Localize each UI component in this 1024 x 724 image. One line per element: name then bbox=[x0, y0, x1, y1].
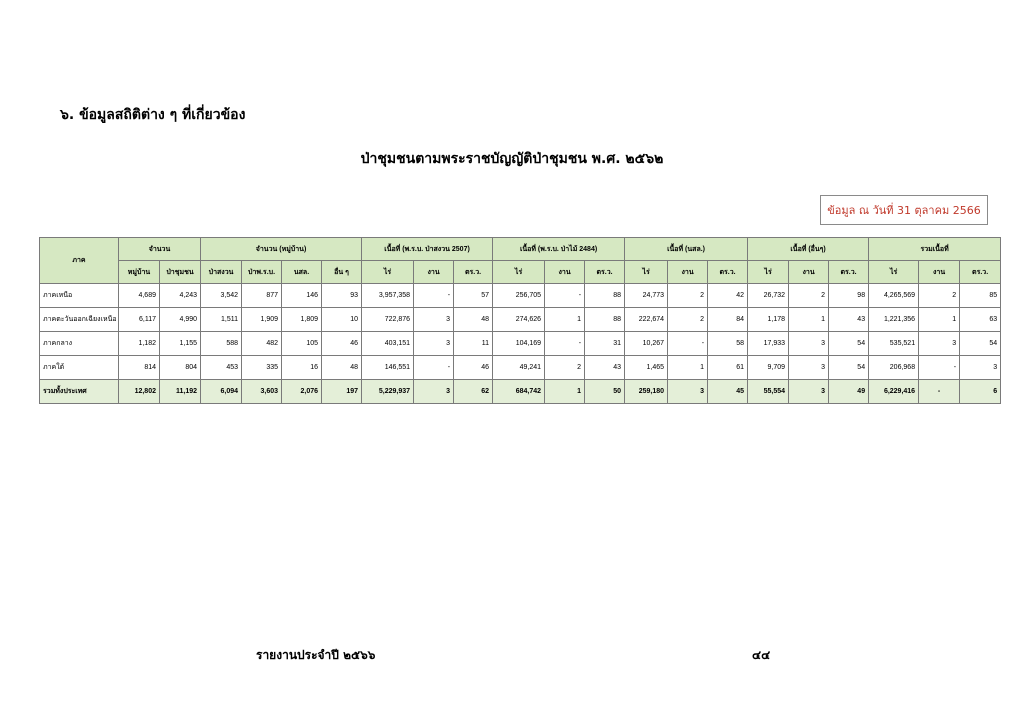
value-cell: 3 bbox=[414, 308, 454, 332]
value-cell: 1,511 bbox=[201, 308, 242, 332]
section-heading: ๖. ข้อมูลสถิติต่าง ๆ ที่เกี่ยวข้อง bbox=[60, 107, 246, 123]
value-cell: - bbox=[545, 284, 585, 308]
header-group: เนื้อที่ (พ.ร.บ. ป่าสงวน 2507) bbox=[362, 238, 493, 261]
total-row bbox=[40, 380, 1001, 404]
value-cell: 10,267 bbox=[625, 332, 668, 356]
value-cell: 588 bbox=[201, 332, 242, 356]
region-cell: ภาคตะวันออกเฉียงเหนือ bbox=[40, 308, 119, 332]
value-cell: 1,809 bbox=[282, 308, 322, 332]
value-cell: 6,117 bbox=[119, 308, 160, 332]
header-sub: ตร.ว. bbox=[585, 261, 625, 284]
value-cell: 6,094 bbox=[201, 380, 242, 404]
value-cell: 5,229,937 bbox=[362, 380, 414, 404]
value-cell: - bbox=[668, 332, 708, 356]
header-sub: ตร.ว. bbox=[454, 261, 493, 284]
value-cell: 722,876 bbox=[362, 308, 414, 332]
value-cell: 3 bbox=[919, 332, 960, 356]
value-cell: 57 bbox=[454, 284, 493, 308]
value-cell: 1 bbox=[919, 308, 960, 332]
value-cell: 49 bbox=[829, 380, 869, 404]
value-cell: 45 bbox=[708, 380, 748, 404]
table-row bbox=[40, 284, 1001, 308]
value-cell: 2 bbox=[545, 356, 585, 380]
value-cell: 3 bbox=[414, 332, 454, 356]
value-cell: 4,990 bbox=[160, 308, 201, 332]
value-cell: 3,542 bbox=[201, 284, 242, 308]
header-group: จำนวน (หมู่บ้าน) bbox=[201, 238, 362, 261]
region-cell: ภาคเหนือ bbox=[40, 284, 119, 308]
value-cell: 43 bbox=[585, 356, 625, 380]
value-cell: 1,182 bbox=[119, 332, 160, 356]
header-group: จำนวน bbox=[119, 238, 201, 261]
header-sub: ไร่ bbox=[748, 261, 789, 284]
header-sub: นสล. bbox=[282, 261, 322, 284]
region-cell: รวมทั้งประเทศ bbox=[40, 380, 119, 404]
value-cell: 335 bbox=[242, 356, 282, 380]
value-cell: 259,180 bbox=[625, 380, 668, 404]
value-cell: 54 bbox=[960, 332, 1001, 356]
value-cell: 2 bbox=[668, 284, 708, 308]
value-cell: - bbox=[919, 380, 960, 404]
value-cell: 105 bbox=[282, 332, 322, 356]
value-cell: 403,151 bbox=[362, 332, 414, 356]
value-cell: 1 bbox=[789, 308, 829, 332]
value-cell: 4,689 bbox=[119, 284, 160, 308]
value-cell: 10 bbox=[322, 308, 362, 332]
value-cell: 197 bbox=[322, 380, 362, 404]
value-cell: 146 bbox=[282, 284, 322, 308]
value-cell: 1,909 bbox=[242, 308, 282, 332]
value-cell: 3 bbox=[668, 380, 708, 404]
header-sub: หมู่บ้าน bbox=[119, 261, 160, 284]
value-cell: 222,674 bbox=[625, 308, 668, 332]
value-cell: 12,802 bbox=[119, 380, 160, 404]
header-row-subs bbox=[40, 261, 1001, 284]
value-cell: 31 bbox=[585, 332, 625, 356]
value-cell: 24,773 bbox=[625, 284, 668, 308]
value-cell: 1,221,356 bbox=[869, 308, 919, 332]
value-cell: 3,603 bbox=[242, 380, 282, 404]
value-cell: - bbox=[414, 356, 454, 380]
value-cell: 482 bbox=[242, 332, 282, 356]
header-sub: งาน bbox=[919, 261, 960, 284]
header-sub: ป่าชุมชน bbox=[160, 261, 201, 284]
value-cell: 6 bbox=[960, 380, 1001, 404]
header-sub: ป่าพ.ร.บ. bbox=[242, 261, 282, 284]
header-sub: ไร่ bbox=[493, 261, 545, 284]
header-group: เนื้อที่ (พ.ร.บ. ป่าไม้ 2484) bbox=[493, 238, 625, 261]
as-of-date-label: ข้อมูล ณ วันที่ 31 ตุลาคม 2566 bbox=[827, 204, 981, 217]
value-cell: 2 bbox=[668, 308, 708, 332]
value-cell: 54 bbox=[829, 332, 869, 356]
header-group: รวมเนื้อที่ bbox=[869, 238, 1001, 261]
value-cell: 61 bbox=[708, 356, 748, 380]
header-sub: งาน bbox=[668, 261, 708, 284]
value-cell: 42 bbox=[708, 284, 748, 308]
value-cell: 1 bbox=[545, 308, 585, 332]
header-sub: ไร่ bbox=[869, 261, 919, 284]
footer-report-label: รายงานประจำปี ๒๕๖๖ bbox=[256, 648, 376, 662]
value-cell: 1 bbox=[545, 380, 585, 404]
page-number: ๔๔ bbox=[752, 648, 771, 662]
value-cell: 804 bbox=[160, 356, 201, 380]
value-cell: 16 bbox=[282, 356, 322, 380]
value-cell: 85 bbox=[960, 284, 1001, 308]
value-cell: 6,229,416 bbox=[869, 380, 919, 404]
header-sub: งาน bbox=[789, 261, 829, 284]
header-sub: ตร.ว. bbox=[960, 261, 1001, 284]
value-cell: 1,178 bbox=[748, 308, 789, 332]
value-cell: 63 bbox=[960, 308, 1001, 332]
value-cell: 2 bbox=[789, 284, 829, 308]
header-sub: งาน bbox=[414, 261, 454, 284]
region-cell: ภาคกลาง bbox=[40, 332, 119, 356]
value-cell: 49,241 bbox=[493, 356, 545, 380]
header-sub: งาน bbox=[545, 261, 585, 284]
header-sub: ป่าสงวน bbox=[201, 261, 242, 284]
value-cell: 54 bbox=[829, 356, 869, 380]
region-cell: ภาคใต้ bbox=[40, 356, 119, 380]
value-cell: 11,192 bbox=[160, 380, 201, 404]
value-cell: 1,465 bbox=[625, 356, 668, 380]
value-cell: 46 bbox=[322, 332, 362, 356]
value-cell: 1 bbox=[668, 356, 708, 380]
value-cell: 50 bbox=[585, 380, 625, 404]
value-cell: - bbox=[545, 332, 585, 356]
value-cell: 62 bbox=[454, 380, 493, 404]
table-row bbox=[40, 356, 1001, 380]
header-sub: อื่น ๆ bbox=[322, 261, 362, 284]
value-cell: 3 bbox=[789, 332, 829, 356]
table-row bbox=[40, 332, 1001, 356]
value-cell: 98 bbox=[829, 284, 869, 308]
value-cell: 1,155 bbox=[160, 332, 201, 356]
header-group: เนื้อที่ (อื่นๆ) bbox=[748, 238, 869, 261]
value-cell: 877 bbox=[242, 284, 282, 308]
value-cell: 84 bbox=[708, 308, 748, 332]
page-title: ป่าชุมชนตามพระราชบัญญัติป่าชุมชน พ.ศ. ๒๕๖๒ bbox=[360, 151, 664, 167]
value-cell: 814 bbox=[119, 356, 160, 380]
value-cell: 48 bbox=[454, 308, 493, 332]
value-cell: 2,076 bbox=[282, 380, 322, 404]
value-cell: 3,957,358 bbox=[362, 284, 414, 308]
value-cell: 17,933 bbox=[748, 332, 789, 356]
value-cell: 2 bbox=[919, 284, 960, 308]
value-cell: 48 bbox=[322, 356, 362, 380]
value-cell: 684,742 bbox=[493, 380, 545, 404]
value-cell: - bbox=[919, 356, 960, 380]
value-cell: 26,732 bbox=[748, 284, 789, 308]
value-cell: 88 bbox=[585, 308, 625, 332]
header-row-groups bbox=[40, 238, 1001, 261]
table-body bbox=[40, 284, 1001, 404]
value-cell: 46 bbox=[454, 356, 493, 380]
header-group: เนื้อที่ (นสล.) bbox=[625, 238, 748, 261]
community-forest-table bbox=[39, 237, 1001, 404]
value-cell: 58 bbox=[708, 332, 748, 356]
value-cell: 55,554 bbox=[748, 380, 789, 404]
as-of-date-box bbox=[820, 195, 988, 225]
value-cell: 206,968 bbox=[869, 356, 919, 380]
value-cell: 88 bbox=[585, 284, 625, 308]
value-cell: 4,243 bbox=[160, 284, 201, 308]
header-sub: ไร่ bbox=[362, 261, 414, 284]
value-cell: 9,709 bbox=[748, 356, 789, 380]
value-cell: 11 bbox=[454, 332, 493, 356]
table-row bbox=[40, 308, 1001, 332]
value-cell: 3 bbox=[960, 356, 1001, 380]
value-cell: 3 bbox=[789, 356, 829, 380]
value-cell: 3 bbox=[789, 380, 829, 404]
value-cell: 4,265,569 bbox=[869, 284, 919, 308]
value-cell: 535,521 bbox=[869, 332, 919, 356]
value-cell: 43 bbox=[829, 308, 869, 332]
value-cell: 453 bbox=[201, 356, 242, 380]
value-cell: 256,705 bbox=[493, 284, 545, 308]
value-cell: - bbox=[414, 284, 454, 308]
header-sub: ตร.ว. bbox=[829, 261, 869, 284]
value-cell: 3 bbox=[414, 380, 454, 404]
header-sub: ตร.ว. bbox=[708, 261, 748, 284]
header-region: ภาค bbox=[40, 238, 119, 284]
header-sub: ไร่ bbox=[625, 261, 668, 284]
value-cell: 274,626 bbox=[493, 308, 545, 332]
value-cell: 104,169 bbox=[493, 332, 545, 356]
value-cell: 93 bbox=[322, 284, 362, 308]
value-cell: 146,551 bbox=[362, 356, 414, 380]
